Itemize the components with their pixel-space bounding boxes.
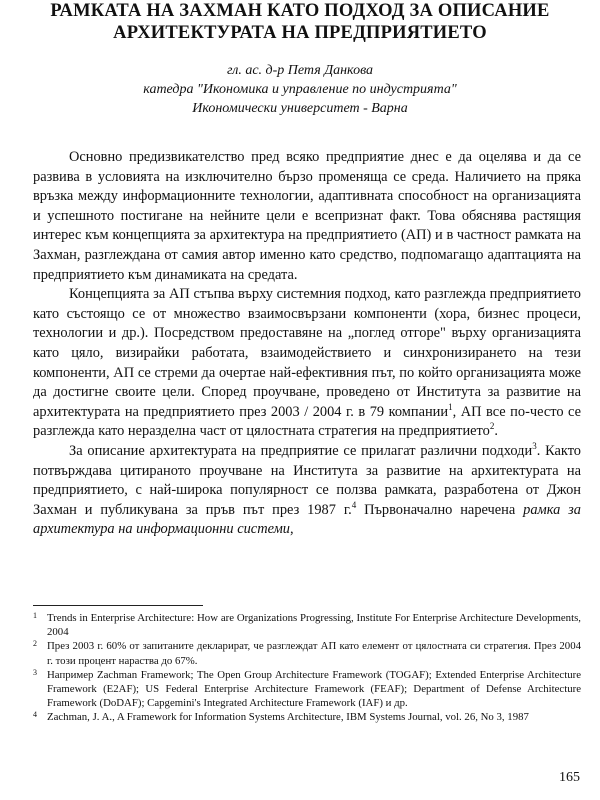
footnote-ref-2: 2: [489, 421, 495, 432]
paragraph-3-text-b: . Както потвърждава цитираното проучване на Института за развитие на архитектурата на предприятието, с най-широка популярност се ползва рамката, разработена от Джон Захман и публикувана за пръв път през 1987 г.: [33, 442, 581, 518]
title-line-1: РАМКАТА НА ЗАХМАН КАТО ПОДХОД ЗА ОПИСАНИЕ: [50, 1, 550, 21]
author-university: Икономически университет - Варна: [192, 101, 408, 116]
footnote-text: През 2003 г. 60% от запитаните декларират, че разглеждат АП като елемент от цялостната си стратегия. През 2004 г. този процент нараства до 67%.: [47, 640, 581, 667]
footnote-ref-4: 4: [351, 499, 357, 510]
paragraph-3-text-a: За описание архитектурата на предприятие се прилагат различни подходи: [69, 442, 533, 459]
footnote-text: Zachman, J. A., A Framework for Information Systems Architecture, IBM Systems Journal, vol. 26, No 3, 1987: [47, 711, 529, 724]
title-line-2: АРХИТЕКТУРАТА НА ПРЕДПРИЯТИЕТО: [113, 23, 487, 43]
paragraph-2-text-c: .: [494, 423, 498, 440]
footnote-text: Например Zachman Framework; The Open Group Architecture Framework (TOGAF); Extended Enterprise Architecture Framework (E2AF); US Federal Enterprise Architecture Framework (FEAF); Department of Defense Architecture Framework (DoDAF); Capgemini's Integrated Architecture Framework (IAF) и др.: [47, 668, 581, 710]
paragraph-2: [33, 285, 581, 442]
paragraph-3-text-c: Първоначално наречена: [356, 501, 524, 518]
article-title: [20, 0, 580, 44]
footnote-ref-3: 3: [532, 441, 537, 452]
footnote: [33, 611, 581, 639]
paragraph-1: Основно предизвикателство пред всяко предприятие днес е да оцелява и да се развива в условията на изключително бързо променяща се среда. Наличието на пряка връзка между информационните технологии, адаптивната способност на организацията и успешното постигане на нейните цели е всепризнат факт. Това обяснява растящия интерес към концепцията за архитектура на предприятието (АП) и в частност рамката на Захман, разглеждана от самия автор именно като средство, подпомагащо адаптацията на предприятието към динамиката на средата.: [33, 149, 581, 283]
paragraph-3-text-d: ,: [290, 521, 294, 538]
author-name: гл. ас. д-р Петя Данкова: [226, 63, 374, 78]
footnote-number: 4: [33, 710, 37, 720]
footnote: [33, 639, 581, 667]
page-number: 165: [559, 770, 580, 785]
footnote: [33, 668, 581, 711]
author-department: катедра "Икономика и управление по индустрията": [143, 82, 457, 97]
footnote-ref-1: 1: [448, 401, 453, 412]
footnote-number: 1: [33, 611, 37, 620]
paragraph-3-italic-term: рамка за архитектура на информационни системи: [33, 501, 581, 538]
paragraph-3: [33, 442, 581, 540]
footnote: [33, 710, 581, 724]
footnote-number: 2: [33, 639, 37, 649]
footnotes: [33, 611, 581, 725]
paragraph-2-text-b: , АП все по-често се разглежда като неразделна част от цялостната стратегия на предприятието: [33, 403, 581, 440]
footnote-number: 3: [33, 667, 37, 677]
author-block: [20, 61, 580, 118]
paragraph-2-text-a: Концепцията за АП стъпва върху системния подход, като разглежда предприятието като състоящо се от множество взаимосвързани компоненти (хора, бизнес процеси, технологии и др.). Посредством предоставяне на „поглед отгоре" върху организацията като цяло, визирайки работата, взаимодействието и синхронизирането на тези компоненти, АП се стреми да очертае най-ефективния път, по който организацията може да достигне своите цели. Според проучване, проведено от Института за развитие на архитектурата на предприятието през 2003 / 2004 г. в 79 компании: [33, 286, 581, 420]
footnote-separator: [33, 605, 203, 606]
article-body: [33, 148, 581, 540]
footnote-text: Trends in Enterprise Architecture: How are Organizations Progressing, Institute For Enterprise Architecture Developments, 2004: [47, 612, 581, 639]
